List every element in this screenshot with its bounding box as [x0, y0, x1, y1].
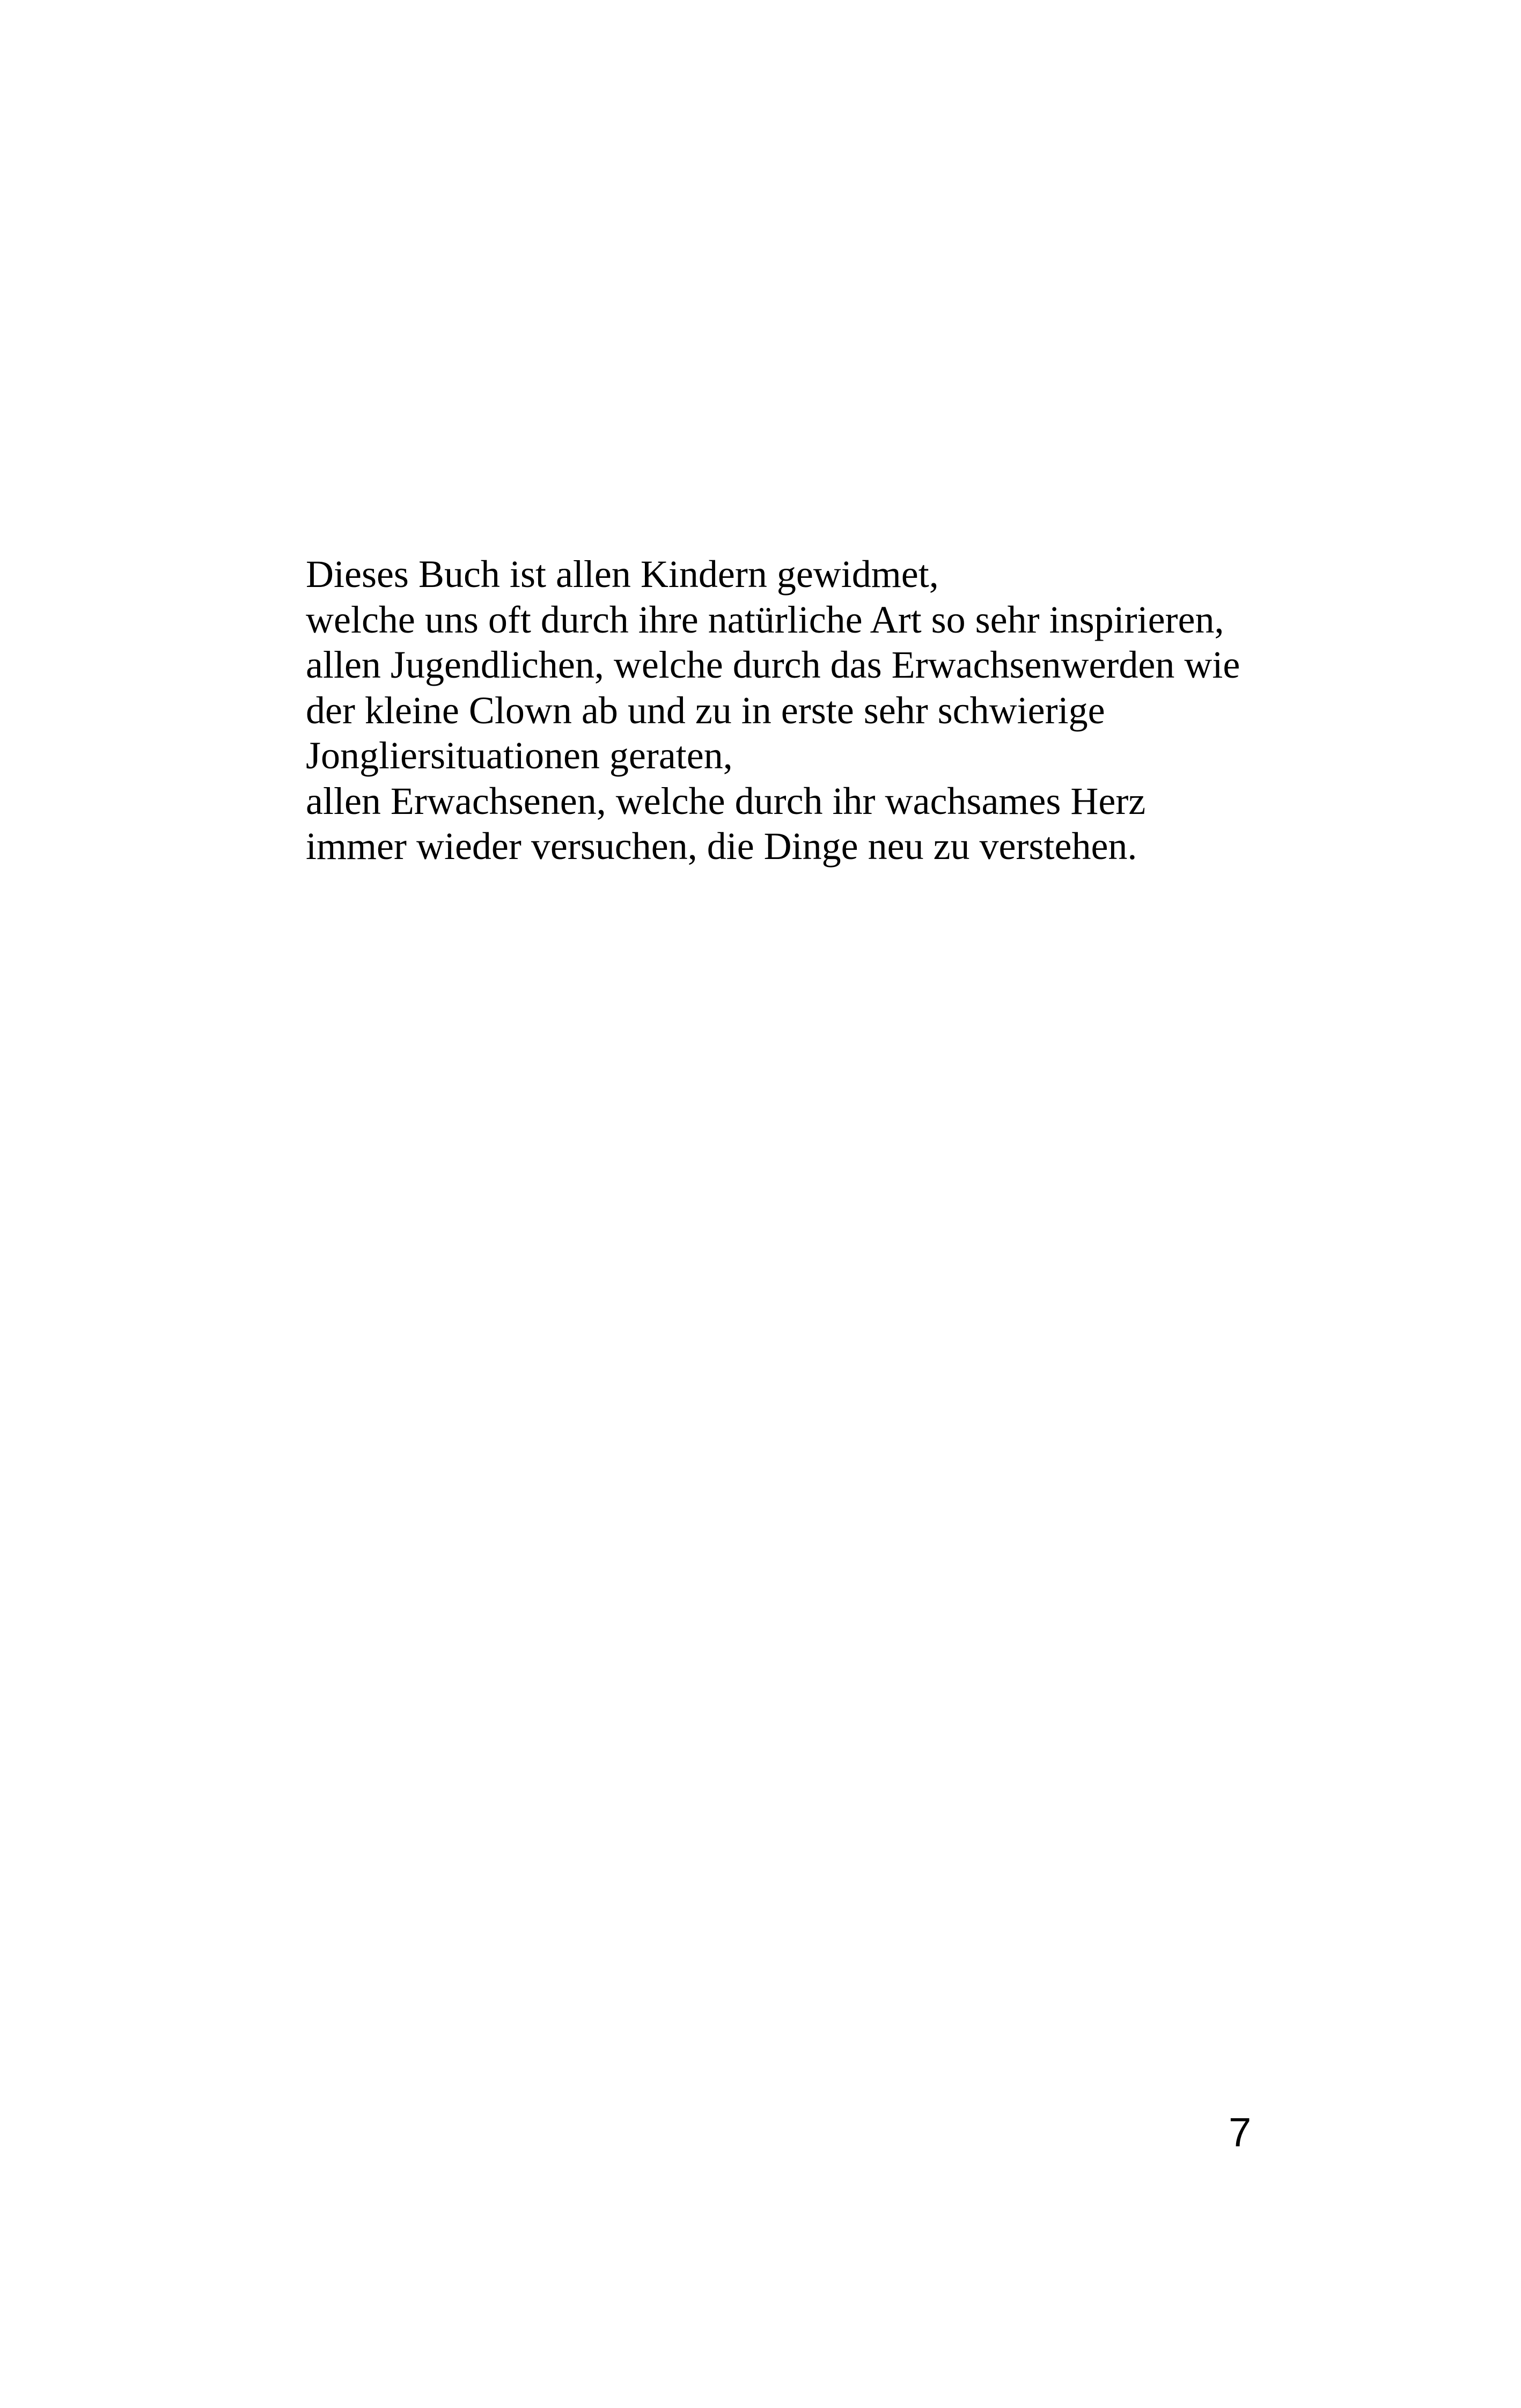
page-number: 7 — [1229, 2110, 1252, 2155]
dedication-line: immer wieder versuchen, die Dinge neu zu verstehen. — [306, 825, 1137, 868]
dedication-text — [306, 552, 1379, 869]
dedication-line: allen Jugendlichen, welche durch das Erwachsenwerden wie — [306, 643, 1240, 686]
dedication-line: Dieses Buch ist allen Kindern gewidmet, — [306, 553, 939, 596]
dedication-line: Jongliersituationen geraten, — [306, 734, 733, 777]
dedication-line: welche uns oft durch ihre natürliche Art so sehr inspirieren, — [306, 598, 1224, 641]
dedication-line: der kleine Clown ab und zu in erste sehr schwierige — [306, 688, 1105, 732]
dedication-line: allen Erwachsenen, welche durch ihr wachsames Herz — [306, 779, 1146, 823]
